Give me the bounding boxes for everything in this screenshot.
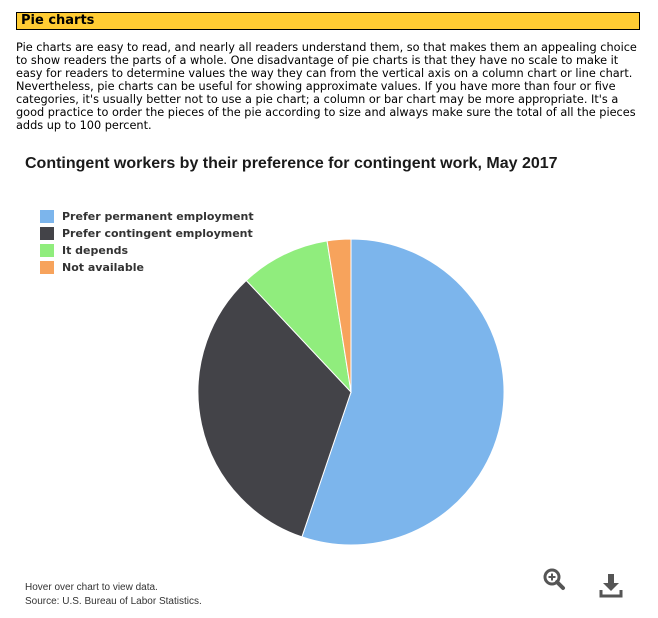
chart-title: Contingent workers by their preference for contingent work, May 2017: [25, 155, 558, 172]
intro-paragraph: Pie charts are easy to read, and nearly all readers understand them, so that makes them an appealing choice to show readers the parts of a whole. One disadvantage of pie charts is that they have no scale to make it easy for readers to determine values the way they can from the vertical axis on a column chart or line chart. Nevertheless, pie charts can be useful for showing approximate values. If you have more than four or five categories, it's usually better not to use a pie chart; a column or bar chart may be more appropriate. It's a good practice to order the pieces of the pie according to size and always make sure the total of all the pieces adds up to 100 percent.: [16, 41, 637, 132]
hover-note: Hover over chart to view data.: [25, 582, 158, 593]
source-note: Source: U.S. Bureau of Labor Statistics.: [25, 596, 202, 607]
legend-label: Not available: [62, 261, 144, 274]
section-title: Pie charts: [21, 13, 95, 28]
legend-label: Prefer permanent employment: [62, 210, 254, 223]
legend-label: It depends: [62, 244, 129, 257]
legend-label: Prefer contingent employment: [62, 227, 253, 240]
zoom-in-icon[interactable]: [542, 567, 566, 591]
download-icon[interactable]: [599, 573, 623, 599]
